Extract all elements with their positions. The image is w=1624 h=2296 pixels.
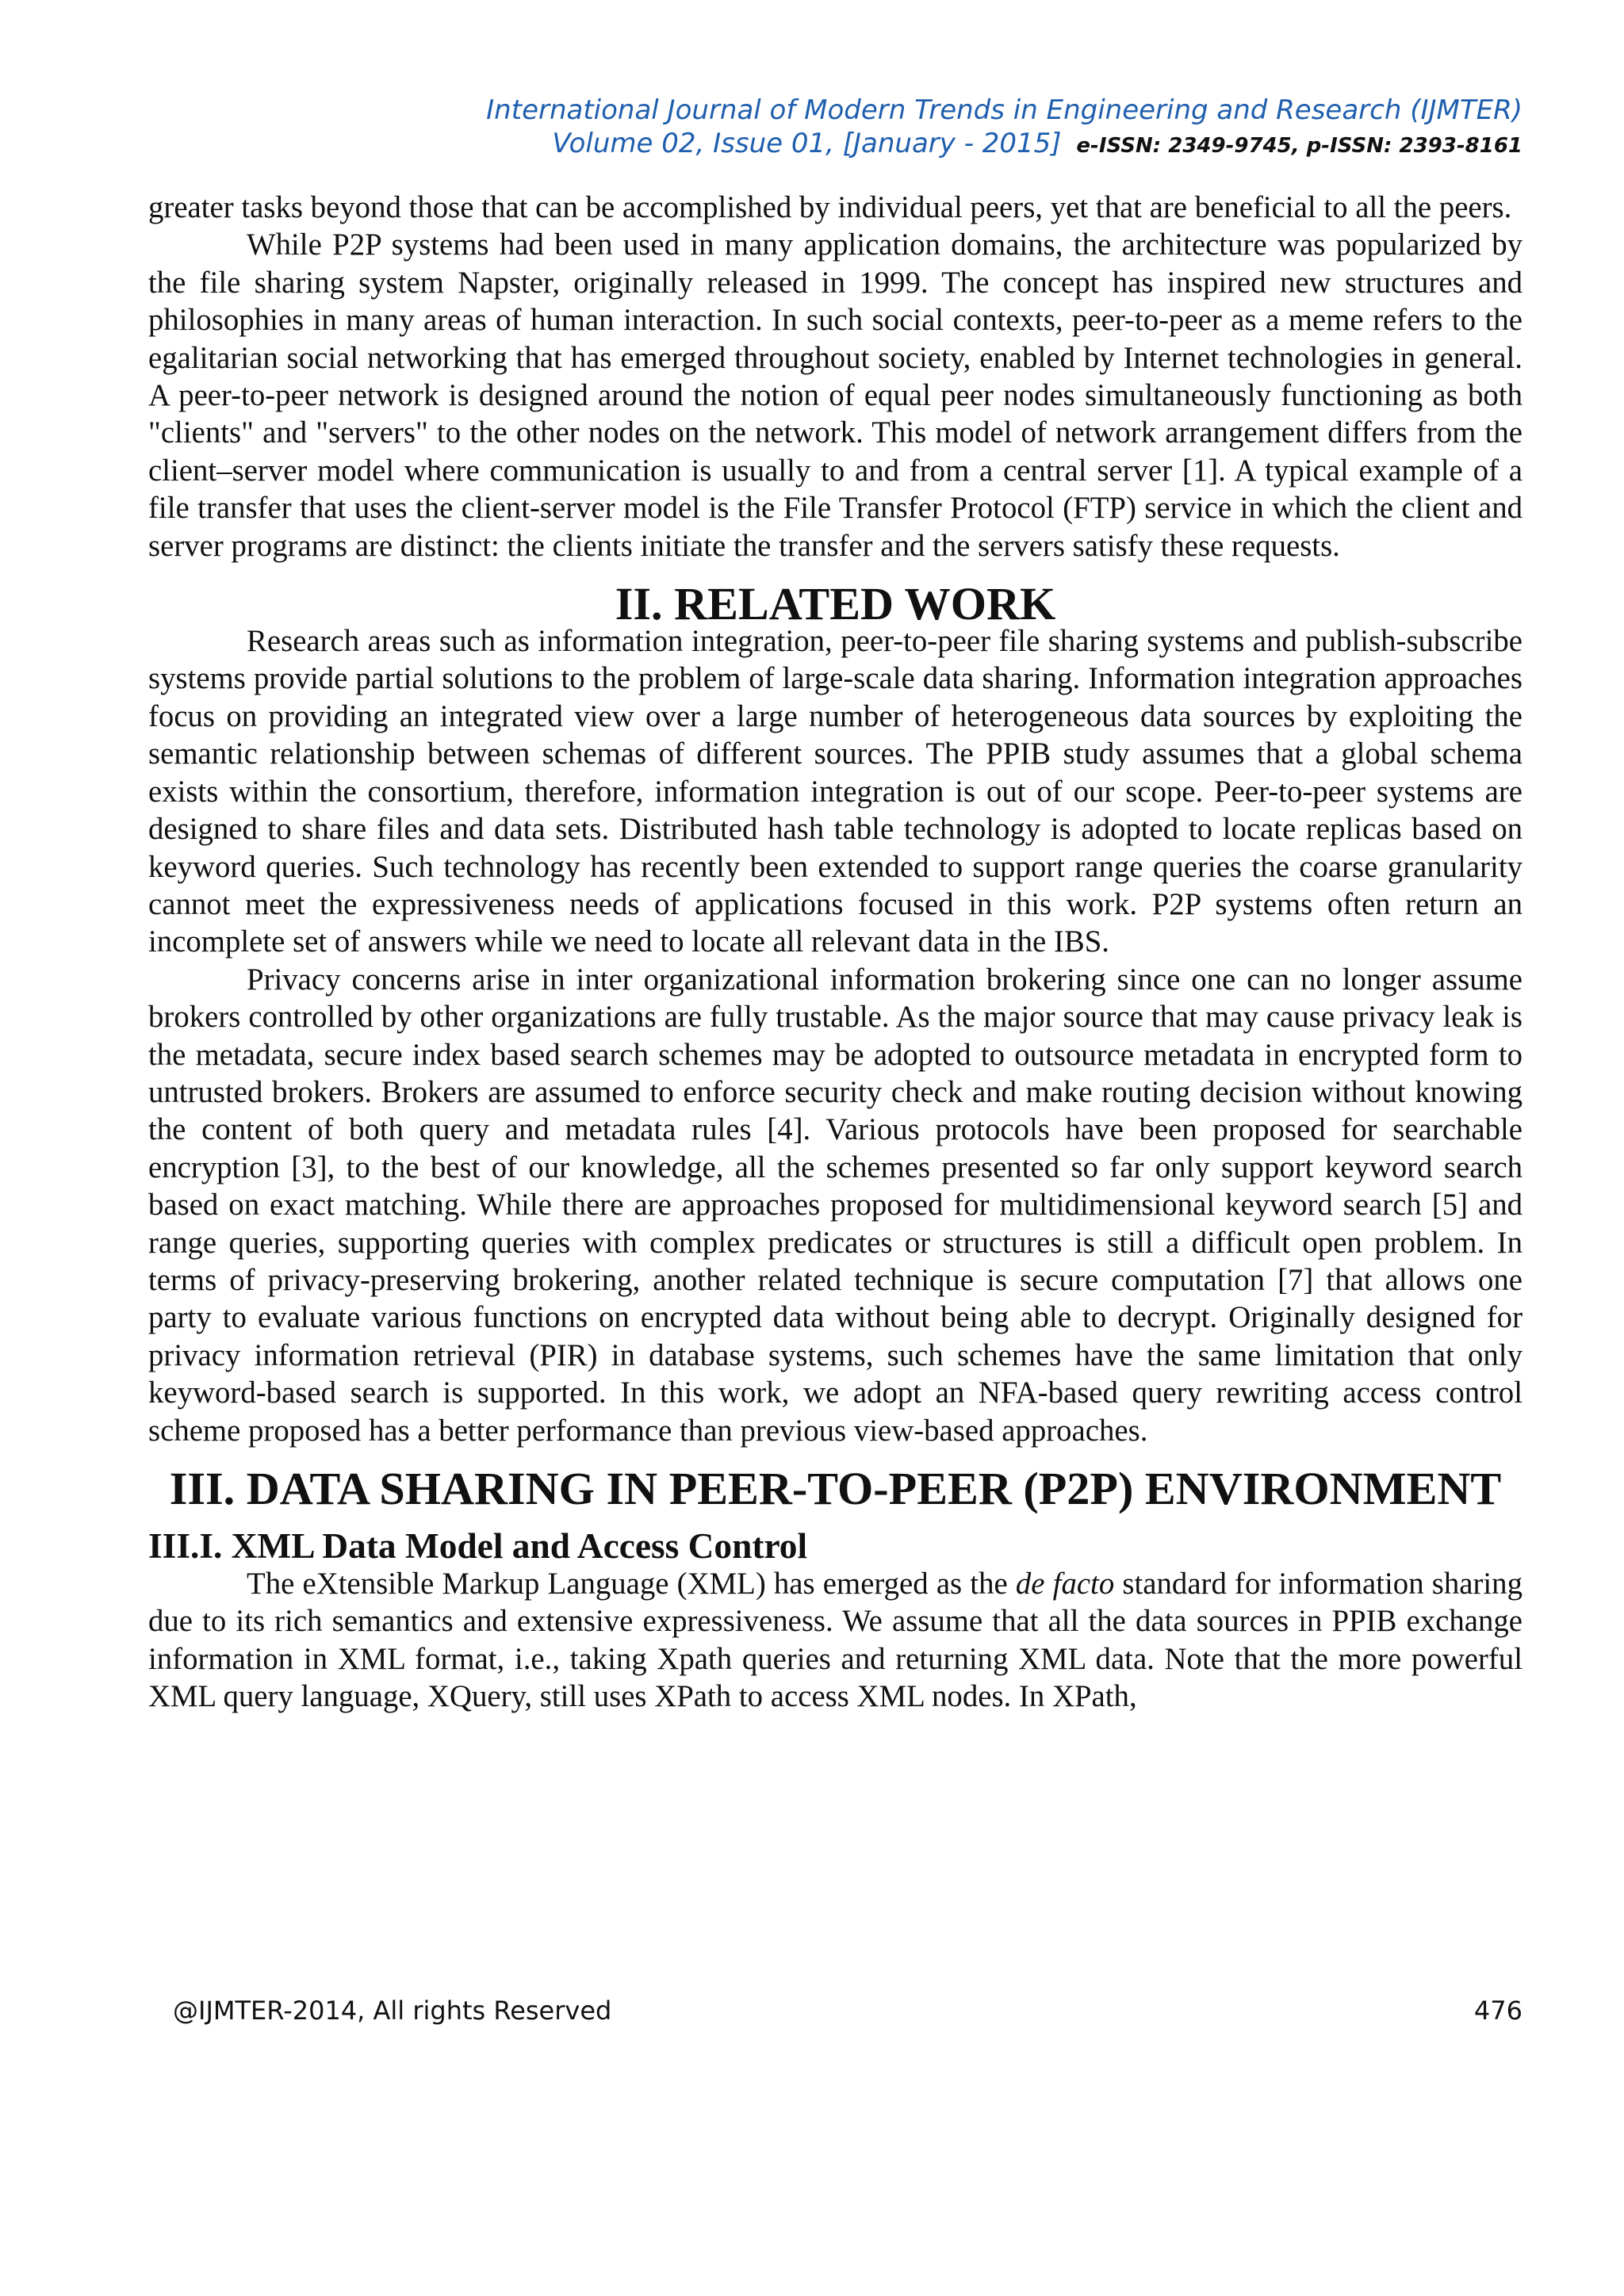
xml-text-end: standard for information sharing due to its rich semantics and extensive expressiveness. We assume that all the data sources in PPIB exchange information in XML format, i.e., taking Xpath queries and returning XML data. Note that the more powerful XML query language, XQuery, still uses XPath to access XML nodes. In XPath,	[148, 1567, 1522, 1714]
section-heading-related-work: II. RELATED WORK	[615, 578, 1056, 630]
paragraph-privacy-concerns: Privacy concerns arise in inter organizational information brokering since one can no longer assume brokers controlled by other organizations are fully trustable. As the major source that may cause privacy leak is the metadata, secure index based search schemes may be adopted to outsource metadata in encrypted form to untrusted brokers. Brokers are assumed to enforce security check and make routing decision without knowing the content of both query and metadata rules [4]. Various protocols have been proposed for searchable encryption [3], to the best of our knowledge, all the schemes presented so far only support keyword search based on exact matching. While there are approaches proposed for multidimensional keyword search [5] and range queries, supporting queries with complex predicates or structures is still a difficult open problem. In terms of privacy-preserving brokering, another related technique is secure computation [7] that allows one party to evaluate various functions on encrypted data without being able to decrypt. Originally designed for privacy information retrieval (PIR) in database systems, such schemes have the same limitation that only keyword-based search is supported. In this work, we adopt an NFA-based query rewriting access control scheme proposed has a better performance than previous view-based approaches.	[148, 962, 1522, 1448]
page-footer	[173, 1995, 1522, 2026]
journal-volume-issue: Volume 02, Issue 01, [January - 2015]	[552, 128, 1062, 159]
subsection-heading-xml-model: III.I. XML Data Model and Access Control	[148, 1526, 808, 1566]
xml-text-start: The eXtensible Markup Language (XML) has emerged as the	[247, 1567, 1016, 1601]
article-body	[148, 189, 1522, 1716]
journal-header	[95, 94, 1522, 163]
paragraph-p2p-history: While P2P systems had been used in many application domains, the architecture was popularized by the file sharing system Napster, originally released in 1999. The concept has inspired new structures and philosophies in many areas of human interaction. In such social contexts, peer-to-peer as a meme refers to the egalitarian social networking that has emerged throughout society, enabled by Internet technologies in general. A peer-to-peer network is designed around the notion of equal peer nodes simultaneously functioning as both "clients" and "servers" to the other nodes on the network. This model of network arrangement differs from the client–server model where communication is usually to and from a central server [1]. A typical example of a file transfer that uses the client-server model is the File Transfer Protocol (FTP) service in which the client and server programs are distinct: the clients initiate the transfer and the servers satisfy these requests.	[148, 228, 1522, 563]
paragraph-continued: greater tasks beyond those that can be accomplished by individual peers, yet that are beneficial to all the peers.	[148, 190, 1512, 224]
journal-title-line: International Journal of Modern Trends in Engineering and Research (IJMTER)	[486, 94, 1522, 126]
paragraph-xml-intro	[148, 1565, 1522, 1716]
page-number: 476	[1473, 1996, 1522, 2026]
journal-volume-line	[95, 127, 1522, 163]
paragraph-research-areas: Research areas such as information integration, peer-to-peer file sharing systems and publish-subscribe systems provide partial solutions to the problem of large-scale data sharing. Information integration approaches focus on providing an integrated view over a large number of heterogeneous data sources by exploiting the semantic relationship between schemas of different sources. The PPIB study assumes that a global schema exists within the consortium, therefore, information integration is out of our scope. Peer-to-peer systems are designed to share files and data sets. Distributed hash table technology is adopted to locate replicas based on keyword queries. Such technology has recently been extended to support range queries the coarse granularity cannot meet the expressiveness needs of applications focused in this work. P2P systems often return an incomplete set of answers while we need to locate all relevant data in the IBS.	[148, 624, 1522, 959]
journal-issn: e-ISSN: 2349-9745, p-ISSN: 2393-8161	[1076, 134, 1522, 158]
italic-de-facto: de facto	[1015, 1567, 1115, 1601]
copyright-notice: @IJMTER-2014, All rights Reserved	[173, 1996, 612, 2026]
section-heading-data-sharing: III. DATA SHARING IN PEER-TO-PEER (P2P) ENVIRONMENT	[169, 1463, 1502, 1514]
